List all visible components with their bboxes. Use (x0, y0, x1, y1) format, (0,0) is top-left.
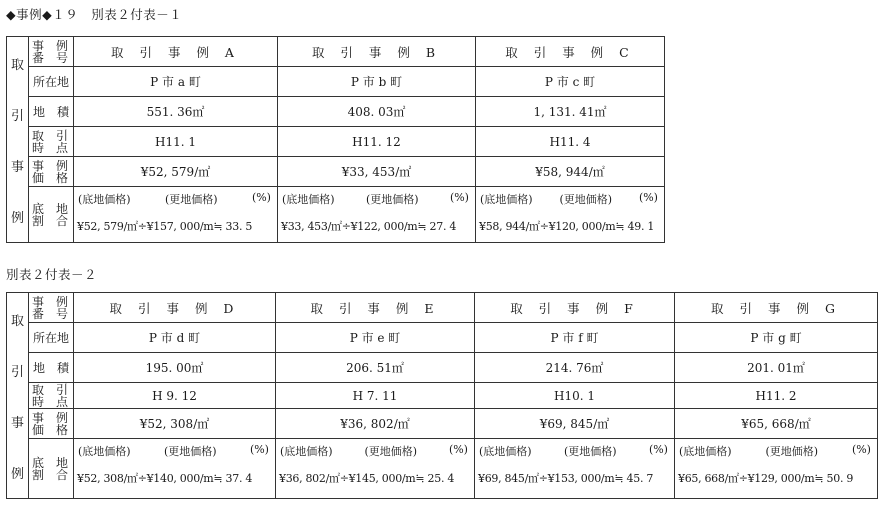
ratio-formula: ¥58, 944/㎡÷¥120, 000/m≒ 49. 1 (479, 220, 655, 233)
time-label: 取 引 時 点 (29, 127, 74, 157)
case-no-label: 事 例 番 号 (29, 293, 74, 323)
price-value: ¥69, 845/㎡ (475, 409, 675, 439)
case-name: 取 引 事 例 E (276, 293, 475, 323)
ratio-row (7, 187, 665, 243)
time-value: H11. 1 (74, 127, 278, 157)
case-name: 取 引 事 例 A (74, 37, 278, 67)
case-no-label: 事 例 番 号 (29, 37, 74, 67)
time-label: 取 引 時 点 (29, 383, 74, 409)
price-label: 事 例 価 格 (29, 157, 74, 187)
location-label: 所在地 (29, 323, 74, 353)
ratio-cell: (底地価格) (更地価格) (%) ¥65, 668/㎡÷¥129, 000/m≒ 50. 9 (675, 439, 878, 499)
case-name: 取 引 事 例 F (475, 293, 675, 323)
transaction-table-1 (6, 36, 665, 243)
area-value: 206. 51㎡ (276, 353, 475, 383)
ratio-cell: (底地価格) (更地価格) (%) ¥58, 944/㎡÷¥120, 000/m≒ 49. 1 (476, 187, 665, 243)
time-value: H11. 2 (675, 383, 878, 409)
case-name: 取 引 事 例 C (476, 37, 665, 67)
time-value: H11. 12 (278, 127, 476, 157)
area-row (7, 97, 665, 127)
location-value: P 市 g 町 (675, 323, 878, 353)
ratio-label: 底 地 割 合 (29, 439, 74, 499)
location-label: 所在地 (29, 67, 74, 97)
area-label: 地 積 (29, 97, 74, 127)
time-value: H 9. 12 (74, 383, 276, 409)
ratio-formula: ¥36, 802/㎡÷¥145, 000/m≒ 25. 4 (279, 472, 455, 485)
area-value: 195. 00㎡ (74, 353, 276, 383)
location-value: P 市 d 町 (74, 323, 276, 353)
ratio-cell: (底地価格) (更地価格) (%) ¥36, 802/㎡÷¥145, 000/m≒ 25. 4 (276, 439, 475, 499)
price-value: ¥52, 579/㎡ (74, 157, 278, 187)
case-name: 取 引 事 例 D (74, 293, 276, 323)
time-value: H11. 4 (476, 127, 665, 157)
location-row (7, 67, 665, 97)
ratio-row (7, 439, 878, 499)
side-label: 取 引 事 例 (7, 37, 29, 243)
location-value: P 市 c 町 (476, 67, 665, 97)
case-no-row (7, 37, 665, 67)
heading-table-1: ◆事例◆１９ 別表２付表－１ (6, 7, 183, 22)
case-name: 取 引 事 例 B (278, 37, 476, 67)
time-value: H10. 1 (475, 383, 675, 409)
price-value: ¥36, 802/㎡ (276, 409, 475, 439)
case-no-row (7, 293, 878, 323)
price-value: ¥52, 308/㎡ (74, 409, 276, 439)
ratio-cell: (底地価格) (更地価格) (%) ¥52, 579/㎡÷¥157, 000/m≒ 33. 5 (74, 187, 278, 243)
ratio-cell: (底地価格) (更地価格) (%) ¥69, 845/㎡÷¥153, 000/m≒ 45. 7 (475, 439, 675, 499)
transaction-table-2 (6, 292, 878, 499)
ratio-cell: (底地価格) (更地価格) (%) ¥52, 308/㎡÷¥140, 000/m≒ 37. 4 (74, 439, 276, 499)
heading-table-2: 別表２付表－２ (6, 267, 98, 282)
area-value: 551. 36㎡ (74, 97, 278, 127)
price-value: ¥65, 668/㎡ (675, 409, 878, 439)
location-value: P 市 a 町 (74, 67, 278, 97)
ratio-formula: ¥52, 308/㎡÷¥140, 000/m≒ 37. 4 (77, 472, 253, 485)
area-value: 1, 131. 41㎡ (476, 97, 665, 127)
time-row (7, 127, 665, 157)
price-label: 事 例 価 格 (29, 409, 74, 439)
ratio-formula: ¥52, 579/㎡÷¥157, 000/m≒ 33. 5 (77, 220, 253, 233)
ratio-formula: ¥69, 845/㎡÷¥153, 000/m≒ 45. 7 (478, 472, 654, 485)
area-label: 地 積 (29, 353, 74, 383)
ratio-formula: ¥33, 453/㎡÷¥122, 000/m≒ 27. 4 (281, 220, 457, 233)
location-row (7, 323, 878, 353)
location-value: P 市 e 町 (276, 323, 475, 353)
ratio-label: 底 地 割 合 (29, 187, 74, 243)
location-value: P 市 b 町 (278, 67, 476, 97)
location-value: P 市 f 町 (475, 323, 675, 353)
area-value: 201. 01㎡ (675, 353, 878, 383)
ratio-formula: ¥65, 668/㎡÷¥129, 000/m≒ 50. 9 (678, 472, 854, 485)
side-label: 取 引 事 例 (7, 293, 29, 499)
price-row (7, 409, 878, 439)
price-row (7, 157, 665, 187)
case-name: 取 引 事 例 G (675, 293, 878, 323)
area-row (7, 353, 878, 383)
area-value: 214. 76㎡ (475, 353, 675, 383)
price-value: ¥58, 944/㎡ (476, 157, 665, 187)
time-row (7, 383, 878, 409)
time-value: H 7. 11 (276, 383, 475, 409)
area-value: 408. 03㎡ (278, 97, 476, 127)
ratio-cell: (底地価格) (更地価格) (%) ¥33, 453/㎡÷¥122, 000/m≒ 27. 4 (278, 187, 476, 243)
price-value: ¥33, 453/㎡ (278, 157, 476, 187)
